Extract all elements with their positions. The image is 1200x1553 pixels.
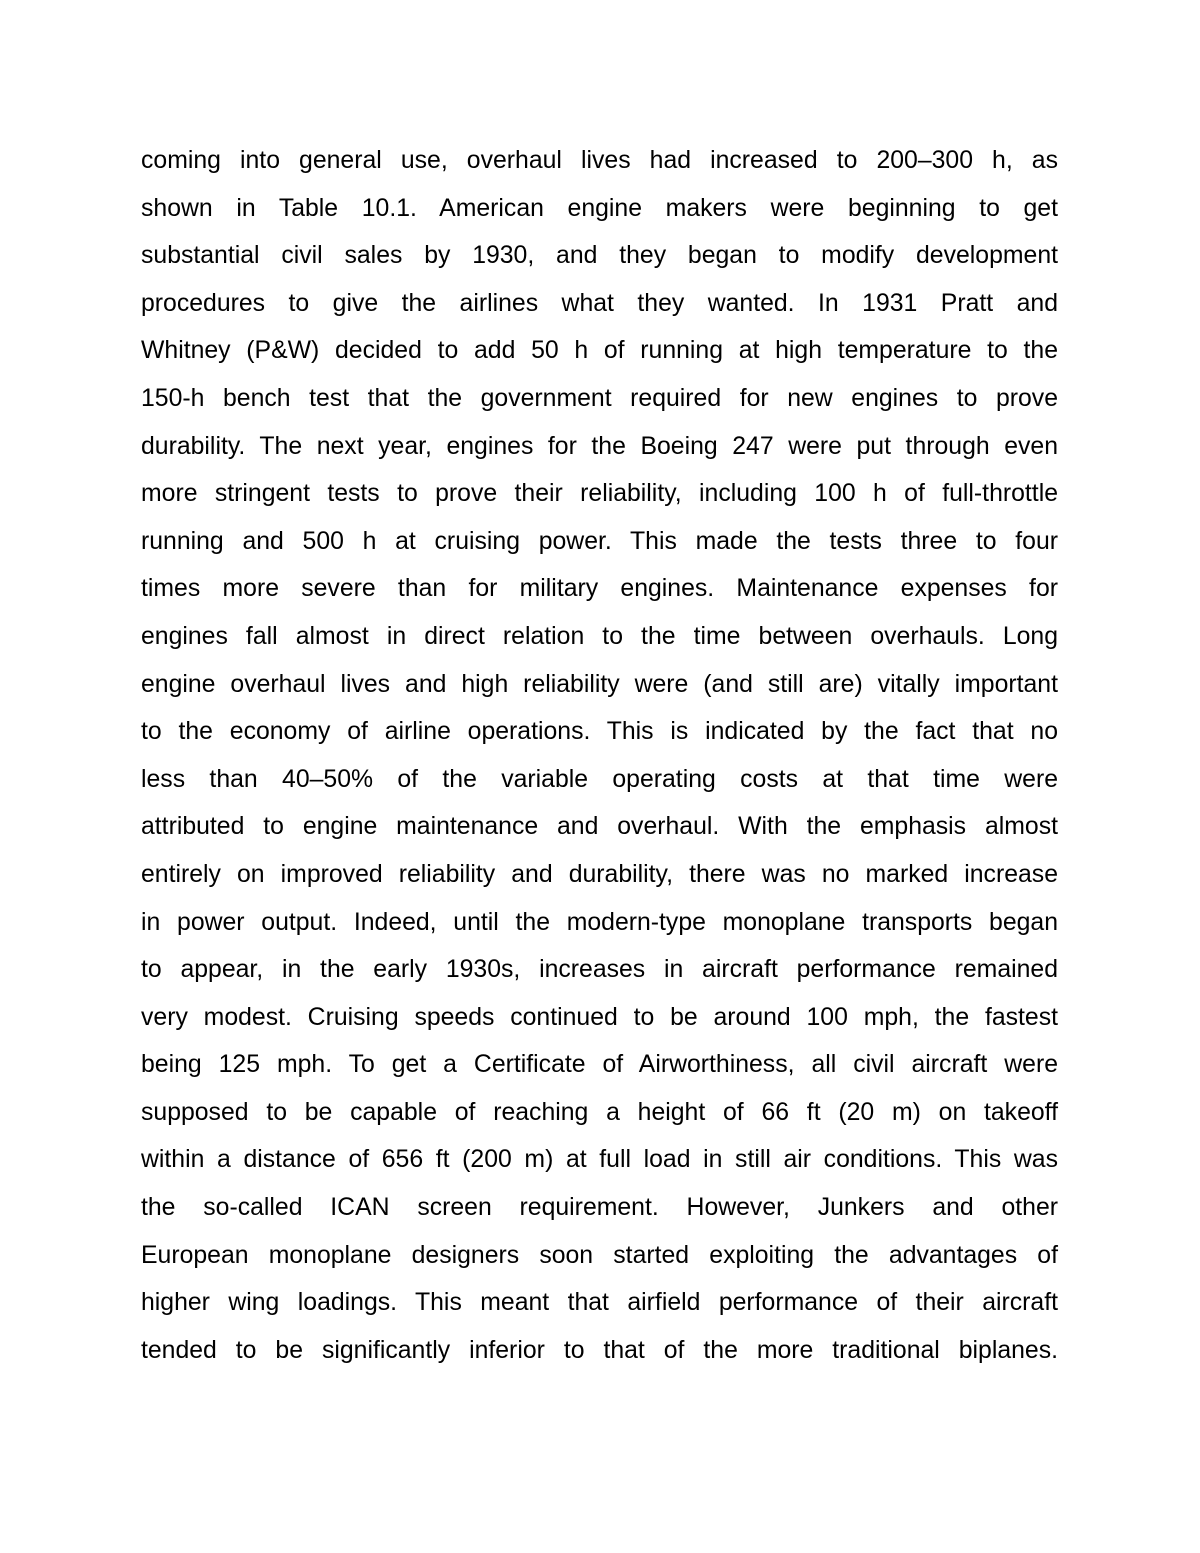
text-line: European monoplane designers soon started exploiting the advantages of (141, 1241, 1058, 1269)
text-line: higher wing loadings. This meant that airfield performance of their aircraft (141, 1289, 1058, 1317)
text-line: within a distance of 656 ft (200 m) at full load in still air conditions. This was (141, 1146, 1058, 1174)
text-line: less than 40–50% of the variable operating costs at that time were (141, 765, 1058, 793)
text-line: durability. The next year, engines for the Boeing 247 were put through even (141, 432, 1058, 460)
text-line: entirely on improved reliability and durability, there was no marked increase (141, 860, 1058, 888)
text-line: shown in Table 10.1. American engine makers were beginning to get (141, 194, 1058, 222)
text-line: in power output. Indeed, until the modern-type monoplane transports began (141, 908, 1058, 936)
text-line: to appear, in the early 1930s, increases in aircraft performance remained (141, 956, 1058, 984)
text-line: engine overhaul lives and high reliability were (and still are) vitally important (141, 670, 1058, 698)
text-line: very modest. Cruising speeds continued to be around 100 mph, the fastest (141, 1003, 1058, 1031)
text-line: being 125 mph. To get a Certificate of Airworthiness, all civil aircraft were (141, 1051, 1058, 1079)
text-line: coming into general use, overhaul lives had increased to 200–300 h, as (141, 147, 1058, 174)
text-line: the so-called ICAN screen requirement. However, Junkers and other (141, 1194, 1058, 1222)
text-line: tended to be significantly inferior to that of the more traditional biplanes. (141, 1336, 1058, 1364)
text-line: attributed to engine maintenance and overhaul. With the emphasis almost (141, 813, 1058, 841)
text-line: Whitney (P&W) decided to add 50 h of running at high temperature to the (141, 337, 1058, 365)
text-line: running and 500 h at cruising power. This made the tests three to four (141, 527, 1058, 555)
text-line: 150-h bench test that the government required for new engines to prove (141, 384, 1058, 412)
text-line: more stringent tests to prove their reliability, including 100 h of full-throttle (141, 480, 1058, 508)
text-line: engines fall almost in direct relation to the time between overhauls. Long (141, 622, 1058, 650)
body-paragraph (141, 137, 1058, 1374)
text-line: procedures to give the airlines what they wanted. In 1931 Pratt and (141, 289, 1058, 317)
text-line: to the economy of airline operations. This is indicated by the fact that no (141, 718, 1058, 746)
text-line: times more severe than for military engines. Maintenance expenses for (141, 575, 1058, 603)
text-line: substantial civil sales by 1930, and they began to modify development (141, 242, 1058, 270)
text-line: supposed to be capable of reaching a height of 66 ft (20 m) on takeoff (141, 1098, 1058, 1126)
